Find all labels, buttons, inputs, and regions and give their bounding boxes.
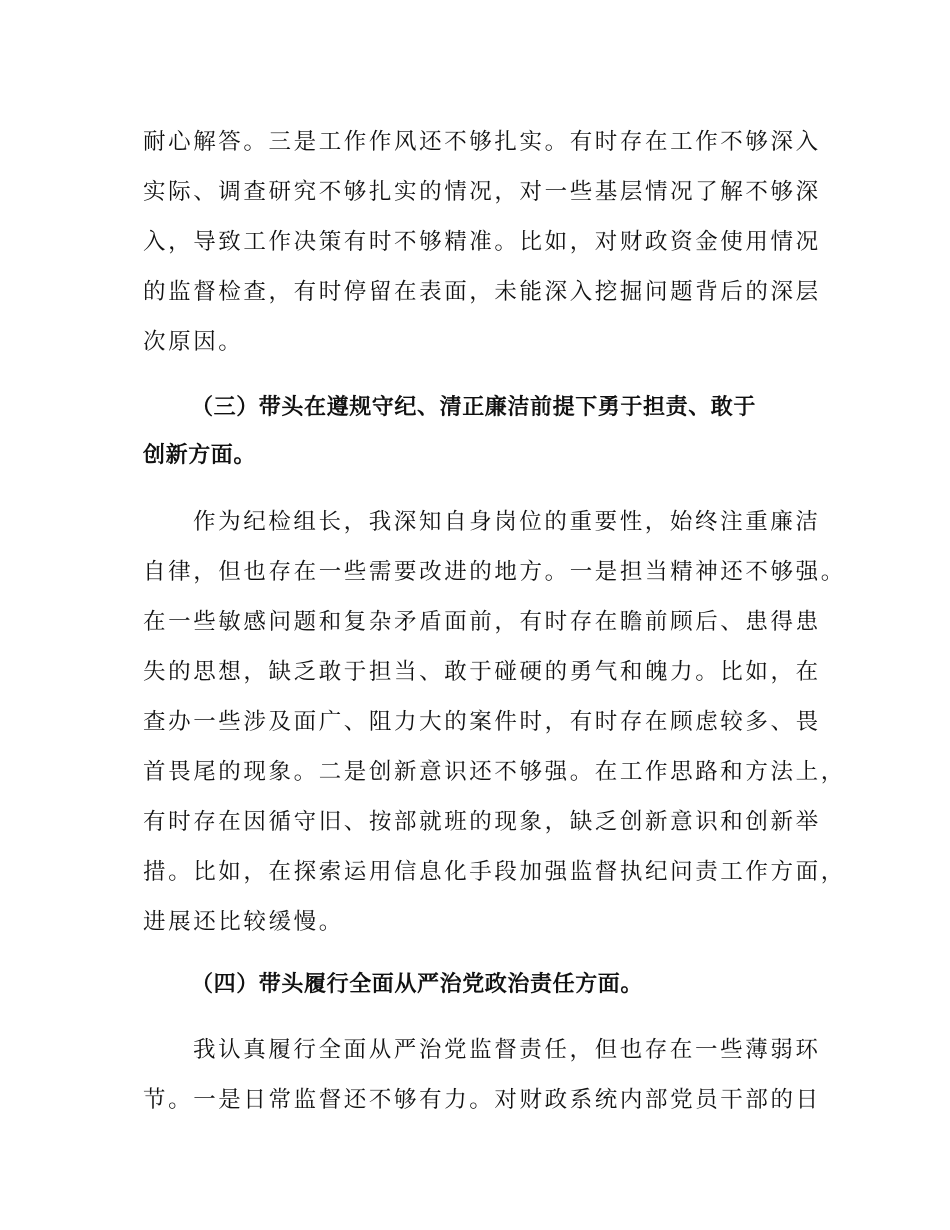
paragraph-line: 耐心解答。三是工作作风还不够扎实。有时存在工作不够深入 — [143, 129, 821, 155]
paragraph-line: 进展还比较缓慢。 — [143, 909, 344, 935]
paragraph-line: 自律，但也存在一些需要改进的地方。一是担当精神还不够强。 — [143, 559, 846, 585]
paragraph-line: 首畏尾的现象。二是创新意识还不够强。在工作思路和方法上， — [143, 759, 846, 785]
paragraph-line: 措。比如，在探索运用信息化手段加强监督执纪问责工作方面， — [143, 859, 846, 885]
paragraph-line: 查办一些涉及面广、阻力大的案件时，有时存在顾虑较多、畏 — [143, 709, 821, 735]
heading-line: 创新方面。 — [143, 443, 257, 468]
paragraph-line: 节。一是日常监督还不够有力。对财政系统内部党员干部的日 — [143, 1087, 821, 1113]
heading-line: （四）带头履行全面从严治党政治责任方面。 — [191, 972, 644, 997]
paragraph-line: 入，导致工作决策有时不够精准。比如，对财政资金使用情况 — [143, 229, 821, 255]
paragraph-line: 的监督检查，有时停留在表面，未能深入挖掘问题背后的深层 — [143, 279, 821, 305]
paragraph-line: 有时存在因循守旧、按部就班的现象，缺乏创新意识和创新举 — [143, 809, 821, 835]
paragraph-line: 在一些敏感问题和复杂矛盾面前，有时存在瞻前顾后、患得患 — [143, 609, 821, 635]
paragraph-line: 次原因。 — [143, 329, 244, 355]
paragraph-line: 作为纪检组长，我深知自身岗位的重要性，始终注重廉洁 — [193, 509, 821, 535]
paragraph-line: 实际、调查研究不够扎实的情况，对一些基层情况了解不够深 — [143, 179, 821, 205]
paragraph-line: 我认真履行全面从严治党监督责任，但也存在一些薄弱环 — [193, 1037, 821, 1063]
heading-line: （三）带头在遵规守纪、清正廉洁前提下勇于担责、敢于 — [191, 395, 757, 420]
paragraph-line: 失的思想，缺乏敢于担当、敢于碰硬的勇气和魄力。比如，在 — [143, 659, 821, 685]
